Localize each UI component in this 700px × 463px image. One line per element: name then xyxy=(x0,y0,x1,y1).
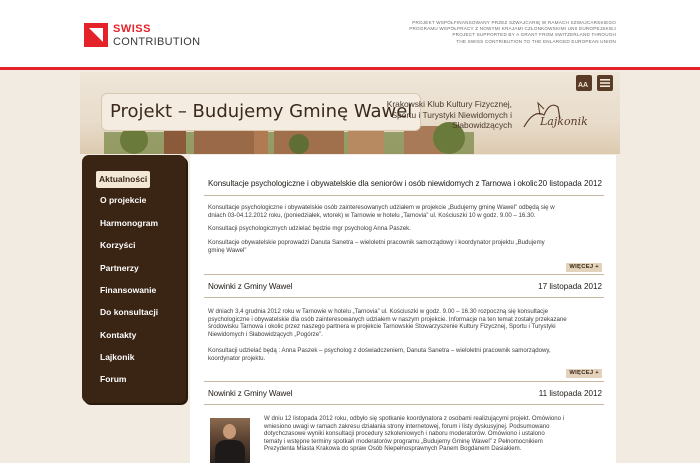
post-date: 11 listopada 2012 xyxy=(538,389,602,398)
post-paragraph xyxy=(208,308,567,338)
text-line: Konsultacji psychologicznych udzielać będzie mgr psycholog Anna Paszek. xyxy=(208,225,411,232)
lajkonik-logo-text: Lajkonik xyxy=(540,115,588,128)
sponsor-line: THE SWISS CONTRIBUTION TO THE ENLARGED EUROPEAN UNION xyxy=(456,38,616,44)
font-size-icon[interactable] xyxy=(576,75,592,91)
text-line: Konsultacji udzielać będą : Anna Paszek – psycholog z doświadczeniem, Danuta Sanetra – wieloletni pracownik samorządowy, xyxy=(208,347,551,354)
sponsor-line: PROGRAMU WSPÓŁPRACY Z NOWYMI KRAJAMI CZŁONKOWSKIMI UNII EUROPEJSKIEJ xyxy=(409,26,616,32)
logo-contribution-text: CONTRIBUTION xyxy=(113,36,201,48)
text-line: koordynator projektu. xyxy=(208,354,266,362)
post-paragraph xyxy=(208,225,411,233)
post-divider xyxy=(204,274,604,275)
text-line: W dniach 3,4 grudnia 2012 roku w Tarnowie w hotelu „Tarnovia” ul. Kościuszki w godz. 9.00 – 16.30 rozpoczną się konsultacje xyxy=(208,308,548,315)
nav-item-korzysci[interactable]: Korzyści xyxy=(100,240,136,250)
nav-item-o-projekcie[interactable]: O projekcie xyxy=(100,195,147,205)
text-line: Niewidomych i Słabowidzących „Pogórze”. xyxy=(208,330,323,338)
text-line: W dniu 12 listopada 2012 roku, odbyło się spotkanie koordynatora z osobami realizującymi projekt. Omówiono i xyxy=(264,415,565,422)
nav-item-aktualnosci[interactable]: Aktualności xyxy=(96,171,150,188)
post-paragraph xyxy=(208,204,555,219)
photo-person-head xyxy=(223,424,236,439)
text-line: tematy i wstępne terminy spotkań moderatorów programu „Budujemy Gminę Wawel” z Pełnomocnikiem xyxy=(264,437,543,445)
post-paragraph xyxy=(208,239,545,254)
svg-text:AA: AA xyxy=(578,82,589,89)
nav-item-forum[interactable]: Forum xyxy=(100,374,127,384)
nav-item-kontakty[interactable]: Kontakty xyxy=(100,330,137,340)
text-line: gminę Wawel” xyxy=(208,246,247,254)
nav-item-lajkonik[interactable]: Lajkonik xyxy=(100,352,135,362)
text-line: środowisku Tarnowa i okolic przez naszego partnera w projekcie Tarnowskie Stowarzyszenie Kultury Fizycznej, Sportu i Turystyki xyxy=(208,323,556,331)
read-more-button[interactable]: WIĘCEJ + xyxy=(566,369,602,378)
club-line: Sportu i Turystyki Niewidomych i xyxy=(391,109,512,120)
nav-item-finansowanie[interactable]: Finansowanie xyxy=(100,285,157,295)
nav-item-partnerzy[interactable]: Partnerzy xyxy=(100,263,139,273)
page-title: Projekt – Budujemy Gminę Wawel xyxy=(102,94,420,130)
menu-icon[interactable] xyxy=(597,75,613,91)
sponsor-line: PROJECT SUPPORTED BY A GRANT FROM SWITZERLAND THROUGH xyxy=(452,32,616,38)
post-date: 17 listopada 2012 xyxy=(538,282,602,291)
club-name xyxy=(378,99,512,131)
text-line: dotychczasowe wyniki konsultacji procedury szkoleniowych i naboru moderatorów. Omówiono i ustalono xyxy=(264,430,545,438)
post-divider xyxy=(204,195,604,196)
news-content xyxy=(190,155,616,463)
post-paragraph xyxy=(264,415,564,453)
text-line: psychologiczne i obywatelskie dla osób zainteresowanych udziałem w naszym projekcie. Informacje na ten temat zostały przekazane xyxy=(208,315,567,323)
post-divider xyxy=(204,381,604,382)
photo-person-body xyxy=(215,440,245,463)
sponsor-line: PROJEKT WSPÓŁFINANSOWANY PRZEZ SZWAJCARIĘ W RAMACH SZWAJCARSKIEGO xyxy=(412,20,616,25)
read-more-button[interactable]: WIĘCEJ + xyxy=(566,263,602,272)
post-divider xyxy=(204,404,604,405)
text-line: dniach 03-04.12.2012 roku, (poniedziałek, wtorek) w Tarnowie w hotelu „Tarnovia” ul. Kościuszki 10 w godz. 9.00 – 16.30. xyxy=(208,211,536,219)
text-line: Konsultacje psychologiczne i obywatelskie osób zainteresowanych udziałem w projekcie „Budujemy gminę Wawel” odbędą się w xyxy=(208,204,555,211)
text-line: wniesiono uwagi w ramach zakresu działania strony internetowej, forum i listy dyskusyjnej. Podsumowano xyxy=(264,422,550,430)
post-title-link[interactable]: Konsultacje psychologiczne i obywatelskie dla seniorów i osób niewidomych z Tarnowa i okolic xyxy=(208,179,538,188)
swiss-cross-icon[interactable] xyxy=(84,23,108,47)
post-date: 20 listopada 2012 xyxy=(538,179,602,188)
post-paragraph xyxy=(208,347,551,362)
post-title-link[interactable]: Nowinki z Gminy Wawel xyxy=(208,282,293,291)
sidebar-nav xyxy=(82,155,186,403)
club-line: Krakowski Klub Kultury Fizycznej, xyxy=(386,99,512,109)
header-divider xyxy=(0,67,700,70)
text-line: Konsultacje obywatelskie poprowadzi Danuta Sanetra – wieloletni pracownik samorządowy i koordynator projektu „Budujemy xyxy=(208,239,545,246)
nav-item-do-konsultacji[interactable]: Do konsultacji xyxy=(100,307,159,317)
sponsor-notice xyxy=(386,20,616,45)
nav-item-harmonogram[interactable]: Harmonogram xyxy=(100,218,159,228)
post-photo xyxy=(210,418,250,463)
post-title-link[interactable]: Nowinki z Gminy Wawel xyxy=(208,389,293,398)
club-line: Słabowidzących xyxy=(451,120,512,130)
logo-swiss-text: SWISS xyxy=(113,23,151,35)
post-divider xyxy=(204,297,604,298)
text-line: Prezydenta Miasta Krakowa do spraw Osób Niepełnosprawnych Panem Bogdanem Dasiakiem. xyxy=(264,445,522,453)
